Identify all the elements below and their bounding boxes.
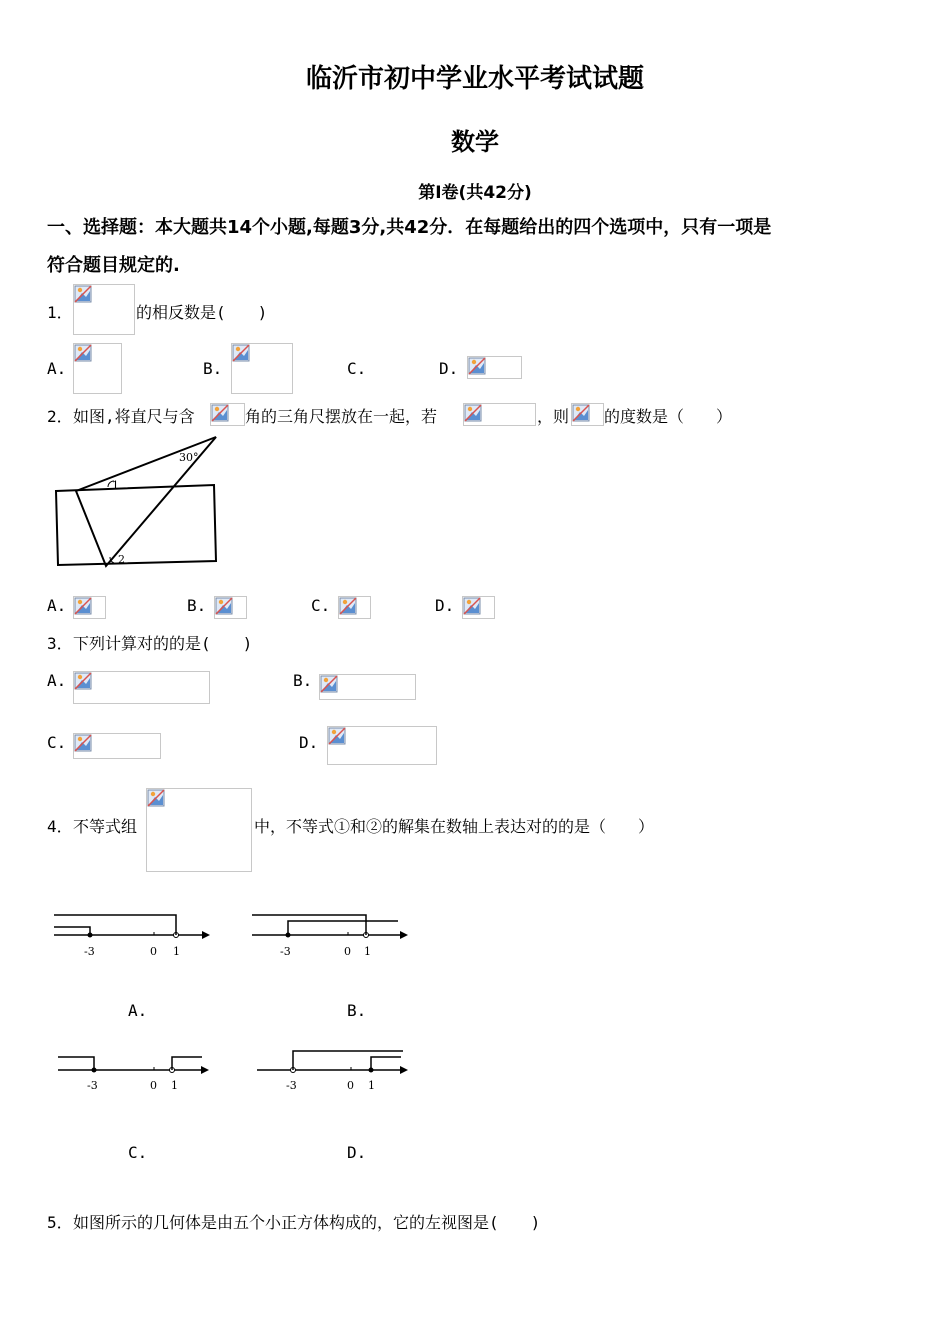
section-instructions-line1: 一、选择题：本大题共14个小题,每题3分,共42分．在每题给出的四个选项中，只有一项是 — [47, 217, 772, 238]
q5-text: 如图所示的几何体是由五个小正方体构成的，它的左视图是( ) — [73, 1213, 541, 1232]
tick-label: 1 — [171, 1079, 178, 1092]
number-line-option-d — [253, 1043, 418, 1103]
broken-image-icon — [464, 404, 482, 422]
q4-option-b-label: B. — [347, 1001, 367, 1020]
broken-image-icon — [74, 344, 92, 362]
q2-option-b-label: B. — [187, 596, 207, 615]
q2-text-2: 角的三角尺摆放在一起，若 — [245, 407, 438, 426]
tick-label: 0 — [150, 945, 157, 958]
tick-label: 1 — [368, 1079, 375, 1092]
q2-number: 2． — [47, 407, 73, 426]
q2-option-c-label: C. — [311, 596, 331, 615]
broken-image-icon — [74, 672, 92, 690]
q4-option-d-label: D. — [347, 1143, 367, 1162]
q5-number: 5． — [47, 1213, 73, 1232]
tick-label: 0 — [347, 1079, 354, 1092]
broken-image-icon — [320, 675, 338, 693]
q3-option-c-label: C. — [47, 733, 67, 752]
number-line-option-b — [248, 905, 413, 965]
broken-image-icon — [215, 597, 233, 615]
ruler-triangle-figure — [44, 425, 244, 570]
tick-label: 0 — [344, 945, 351, 958]
q4-number: 4． — [47, 817, 73, 836]
broken-image-icon — [211, 404, 229, 422]
q1-option-b-label: B. — [203, 359, 223, 378]
broken-image-icon — [147, 789, 165, 807]
tick-label: 1 — [173, 945, 180, 958]
q1-number: 1． — [47, 303, 73, 322]
q1-option-d-image — [467, 356, 522, 379]
q2-option-a-image — [73, 596, 106, 619]
q1-formula-image — [73, 284, 135, 335]
q4-inequality-system-image — [146, 788, 252, 872]
q1-option-b-image — [231, 343, 293, 394]
q3-option-d-image — [327, 726, 437, 765]
q3-option-d-label: D. — [299, 733, 319, 752]
q2-option-d-image — [462, 596, 495, 619]
q3-option-b-image — [319, 674, 416, 700]
q4-text-2: 中，不等式①和②的解集在数轴上表达对的的是（ ） — [254, 817, 655, 836]
q4-option-c-label: C. — [128, 1143, 148, 1162]
q3-option-a-image — [73, 671, 210, 704]
q2-option-a-label: A. — [47, 596, 67, 615]
broken-image-icon — [572, 404, 590, 422]
q3-option-b-label: B. — [293, 671, 313, 690]
q3-number: 3． — [47, 634, 73, 653]
q1-option-a-image — [73, 343, 122, 394]
subject-title: 数学 — [451, 128, 499, 156]
tick-label: -3 — [280, 945, 291, 958]
q3-option-a-label: A. — [47, 671, 67, 690]
q2-option-d-label: D. — [435, 596, 455, 615]
q2-text-4: 的度数是（ ） — [604, 407, 733, 426]
broken-image-icon — [74, 734, 92, 752]
q2-text-1: 如图,将直尺与含 — [73, 407, 195, 426]
q2-option-b-image — [214, 596, 247, 619]
angle-1-label: 1 — [112, 479, 119, 492]
q4-text-1: 不等式组 — [73, 817, 138, 836]
q1-text: 的相反数是( ) — [136, 303, 268, 322]
broken-image-icon — [232, 344, 250, 362]
tick-label: 0 — [150, 1079, 157, 1092]
tick-label: -3 — [84, 945, 95, 958]
q3-text: 下列计算对的的是( ) — [73, 634, 253, 653]
tick-label: -3 — [87, 1079, 98, 1092]
page-title: 临沂市初中学业水平考试试题 — [305, 64, 644, 94]
q2-angle-image — [210, 403, 245, 426]
number-line-option-a — [50, 905, 215, 965]
tick-label: 1 — [364, 945, 371, 958]
tick-label: -3 — [286, 1079, 297, 1092]
broken-image-icon — [339, 597, 357, 615]
broken-image-icon — [74, 597, 92, 615]
q1-option-d-label: D. — [439, 359, 459, 378]
q2-angle2-image — [571, 403, 604, 426]
q2-condition-image — [463, 403, 536, 426]
q2-text-3: ，则 — [537, 407, 570, 426]
angle-30-label: 30° — [179, 451, 199, 464]
q1-option-a-label: A. — [47, 359, 67, 378]
q1-option-c-label: C. — [347, 359, 367, 378]
broken-image-icon — [328, 727, 346, 745]
section-instructions-line2: 符合题目规定的. — [47, 255, 180, 276]
angle-2-label: 2 — [118, 553, 125, 566]
broken-image-icon — [468, 357, 486, 375]
q3-option-c-image — [73, 733, 161, 759]
number-line-option-c — [54, 1043, 219, 1103]
broken-image-icon — [463, 597, 481, 615]
broken-image-icon — [74, 285, 92, 303]
q2-option-c-image — [338, 596, 371, 619]
q4-option-a-label: A. — [128, 1001, 148, 1020]
volume-heading: 第Ⅰ卷(共42分) — [418, 183, 532, 203]
